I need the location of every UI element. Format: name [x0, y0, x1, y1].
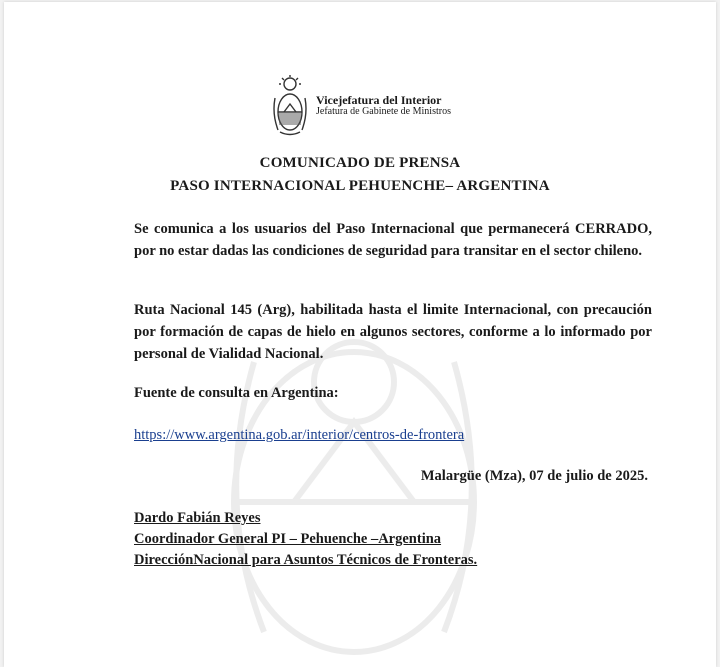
document-subtitle: PASO INTERNACIONAL PEHUENCHE– ARGENTINA — [170, 178, 550, 194]
closure-paragraph: Se comunica a los usuarios del Paso Internacional que permanecerá CERRADO, por no estar dadas las condiciones de seguridad para transitar en el sector chileno. — [134, 221, 652, 259]
org-subname: Jefatura de Gabinete de Ministros — [316, 106, 451, 118]
source-link[interactable]: https://www.argentina.gob.ar/interior/centros-de-frontera — [134, 427, 465, 443]
route-paragraph: Ruta Nacional 145 (Arg), habilitada hasta el limite Internacional, con precaución por formación de capas de hielo en algunos sectores, conforme a lo informado por personal de Vialidad Nacional. — [134, 302, 652, 362]
document-title: COMUNICADO DE PRENSA — [259, 155, 461, 171]
signature-role: Coordinador General PI – Pehuenche –Argentina — [134, 531, 442, 547]
signature-name: Dardo Fabián Reyes — [134, 510, 261, 526]
place-date: Malargüe (Mza), 07 de julio de 2025. — [420, 468, 648, 484]
document-page — [4, 2, 716, 667]
org-name: Vicejefatura del Interior — [316, 93, 442, 108]
coat-of-arms-icon — [272, 74, 308, 138]
source-label: Fuente de consulta en Argentina: — [134, 385, 339, 401]
signature-department: DirecciónNacional para Asuntos Técnicos de Fronteras. — [134, 552, 478, 568]
letterhead — [272, 74, 451, 138]
